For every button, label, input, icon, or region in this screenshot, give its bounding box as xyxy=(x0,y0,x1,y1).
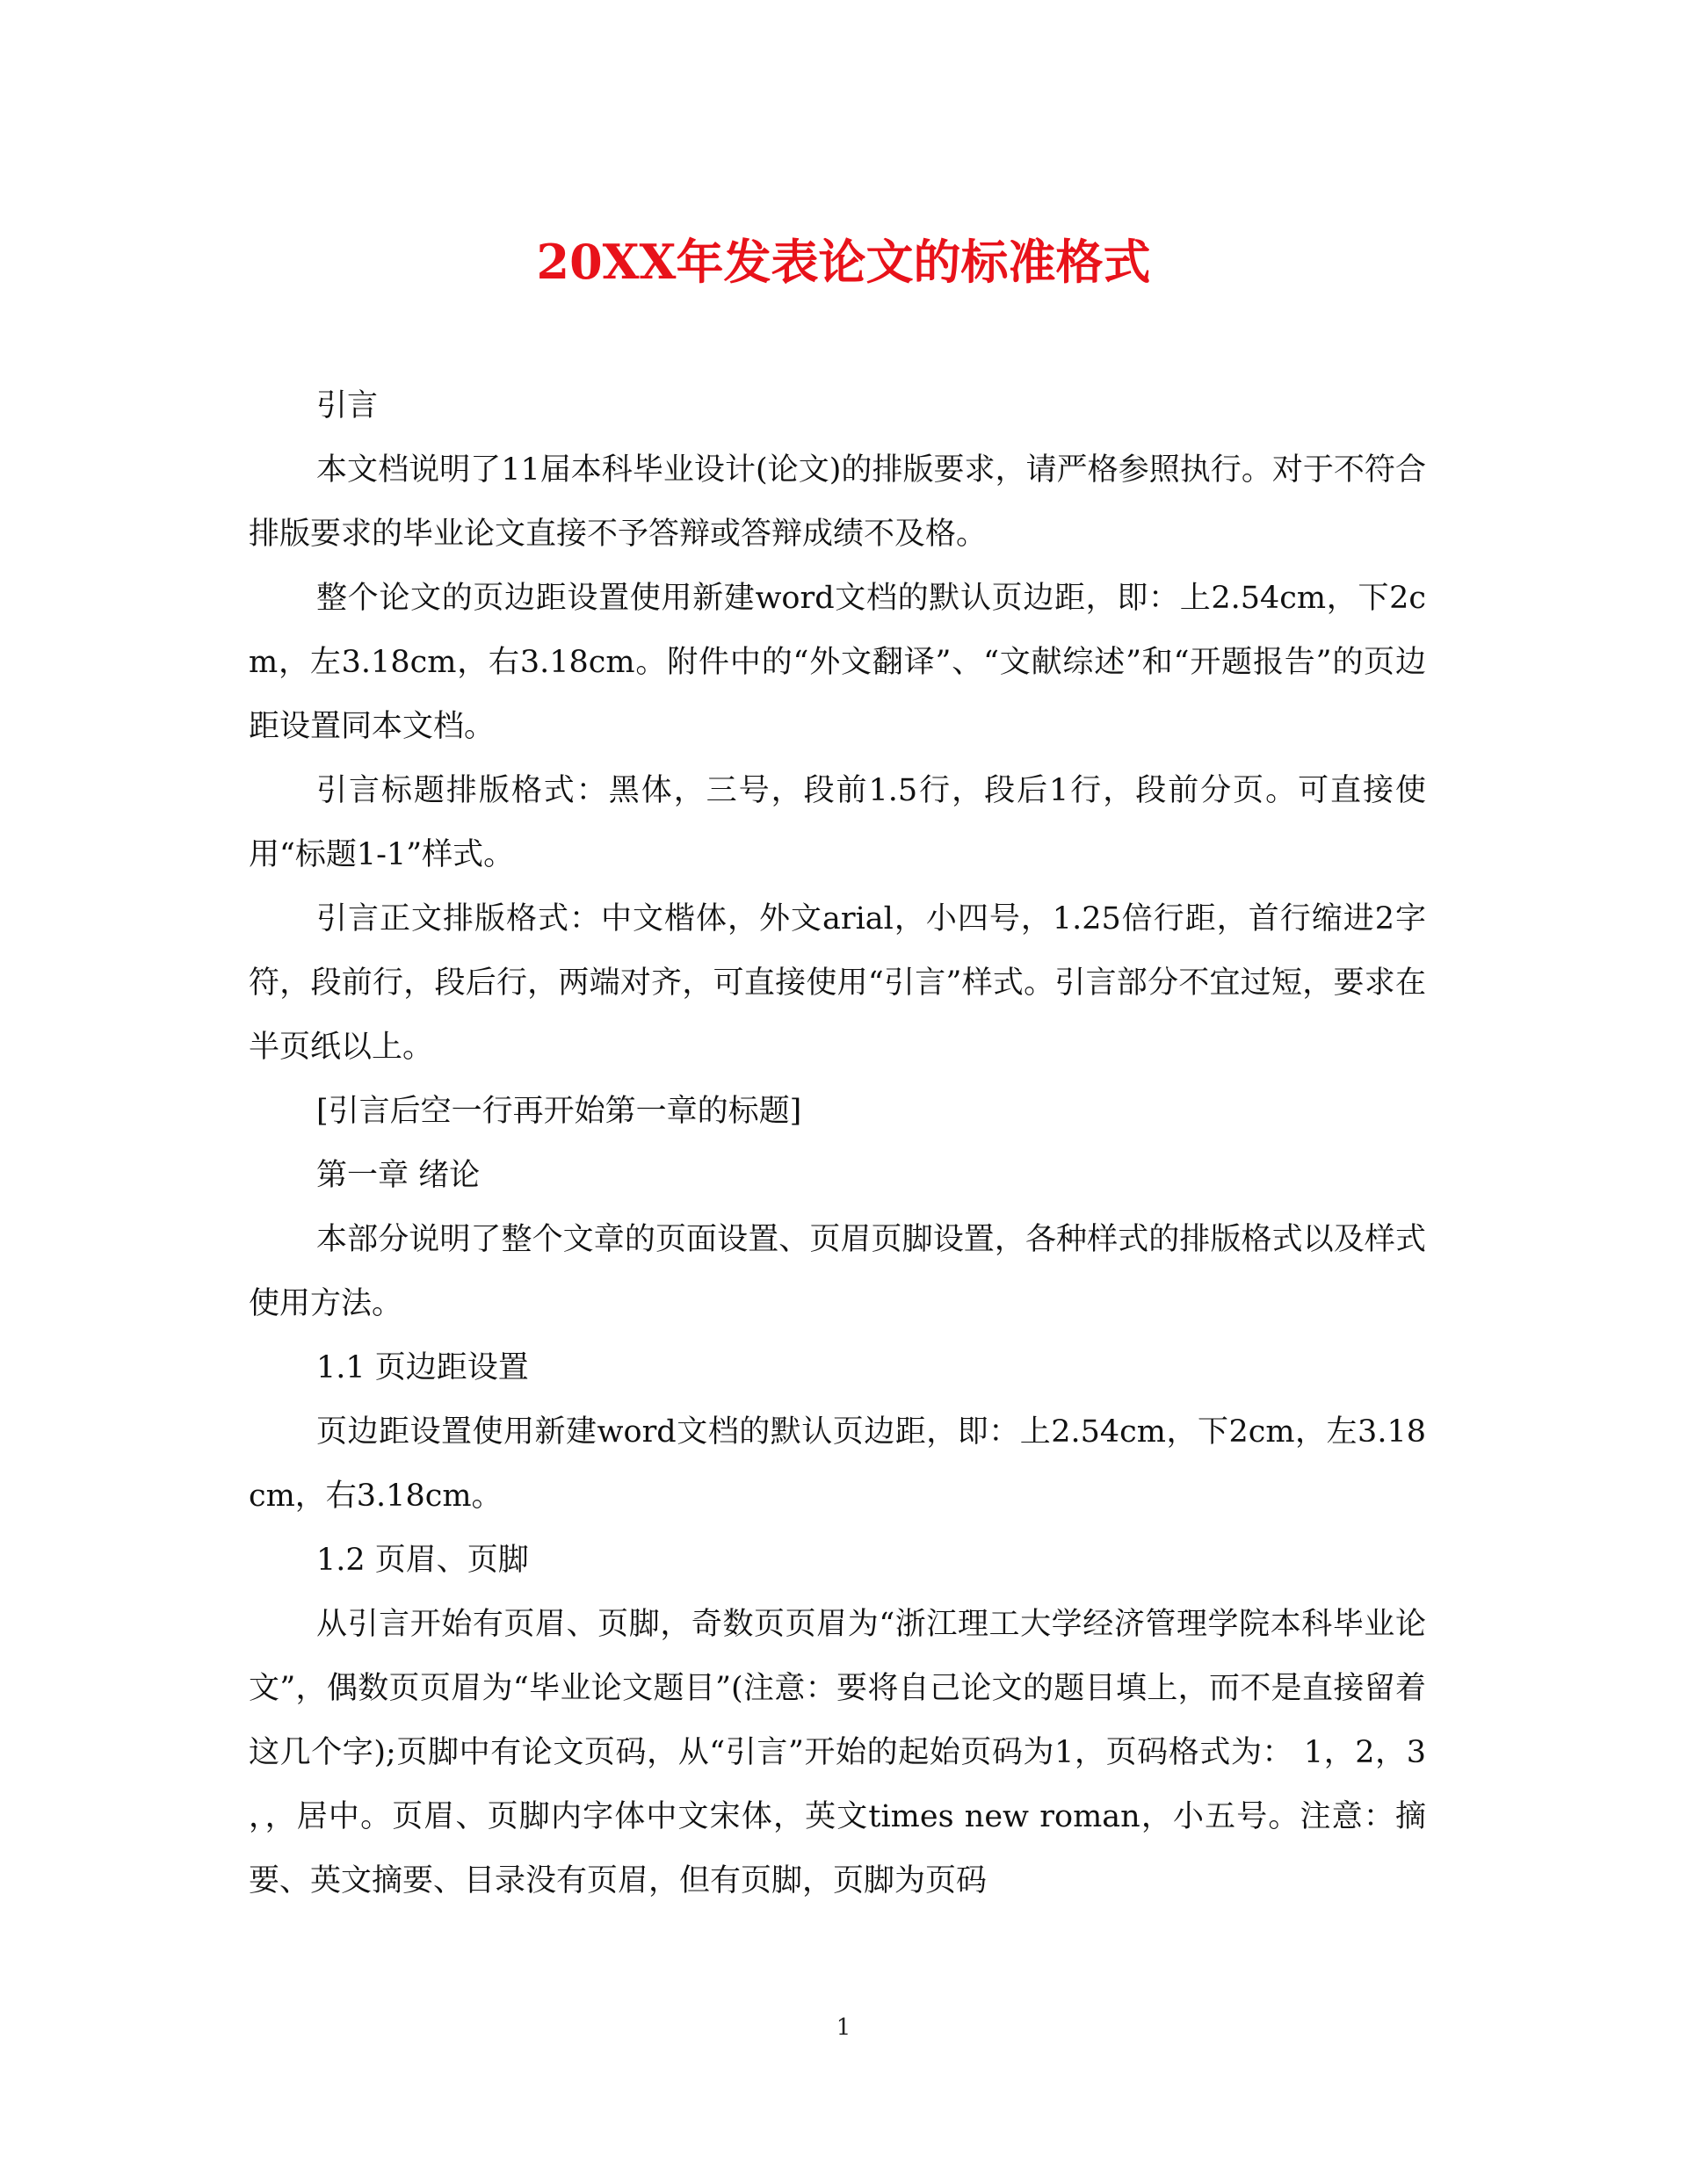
paragraph: 整个论文的页边距设置使用新建word文档的默认页边距，即：上2.54cm，下2cm，左3.18cm，右3.18cm。附件中的“外文翻译”、“文献综述”和“开题报告”的页边距设置同本文档。 xyxy=(249,581,1426,744)
paragraph: 引言正文排版格式：中文楷体，外文arial，小四号，1.25倍行距，首行缩进2字符，段前行，段后行，两端对齐，可直接使用“引言”样式。引言部分不宜过短，要求在半页纸以上。 xyxy=(249,901,1426,1065)
document-body xyxy=(249,374,1426,1913)
document-title: 20XX年发表论文的标准格式 xyxy=(536,234,1151,290)
page-number: 1 xyxy=(836,2014,851,2041)
section-heading: 1.2 页眉、页脚 xyxy=(316,1543,529,1578)
section-heading-introduction: 引言 xyxy=(316,388,379,423)
paragraph: 本部分说明了整个文章的页面设置、页眉页脚设置，各种样式的排版格式以及样式使用方法。 xyxy=(249,1222,1426,1321)
paragraph: 引言标题排版格式：黑体，三号，段前1.5行，段后1行，段前分页。可直接使用“标题1-1”样式。 xyxy=(249,773,1426,872)
paragraph: 本文档说明了11届本科毕业设计(论文)的排版要求，请严格参照执行。对于不符合排版要求的毕业论文直接不予答辩或答辩成绩不及格。 xyxy=(249,452,1426,552)
paragraph-note: [引言后空一行再开始第一章的标题] xyxy=(316,1094,802,1129)
paragraph: 从引言开始有页眉、页脚，奇数页页眉为“浙江理工大学经济管理学院本科毕业论文”，偶数页页眉为“毕业论文题目”(注意：要将自己论文的题目填上，而不是直接留着这几个字);页脚中有论文页码，从“引言”开始的起始页码为1，页码格式为： 1，2，3 ，，居中。页眉、页脚内字体中文宋体，英文times new roman，小五号。注意：摘要、英文摘要、目录没有页眉，但有页脚，页脚为页码 xyxy=(249,1607,1426,1898)
section-heading: 1.1 页边距设置 xyxy=(316,1350,529,1385)
chapter-heading: 第一章 绪论 xyxy=(316,1158,481,1193)
paragraph: 页边距设置使用新建word文档的默认页边距，即：上2.54cm，下2cm，左3.18cm，右3.18cm。 xyxy=(249,1414,1426,1514)
